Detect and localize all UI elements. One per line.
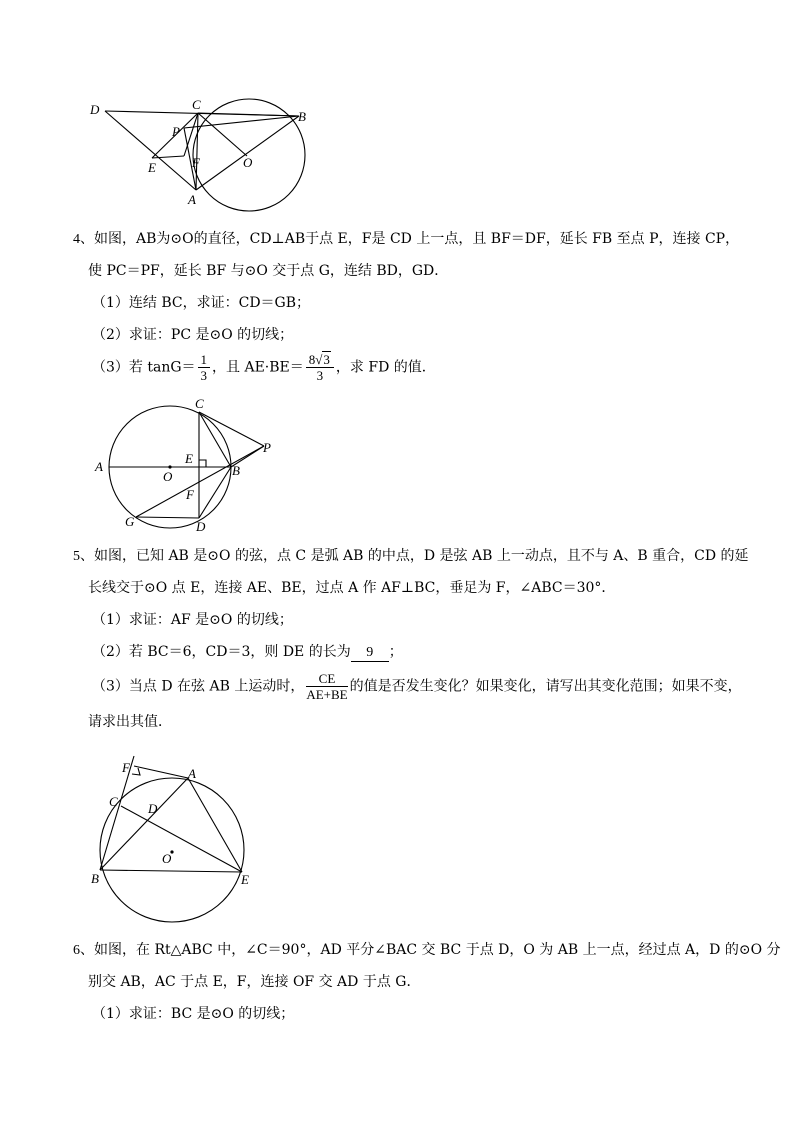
label-e: E: [241, 872, 249, 887]
q4-line1: [73, 229, 739, 250]
q5-sub3-post: 的值是否发生变化？如果变化，请写出其变化范围；如果不变，: [349, 678, 742, 695]
label-a: A: [188, 192, 196, 207]
figure-3: [88, 750, 258, 930]
q5-line1: [73, 546, 749, 567]
label-c: C: [195, 396, 204, 411]
label-b: B: [298, 109, 306, 124]
q6-number: 6、: [73, 943, 94, 958]
q5-sub1: （1）求证：AF 是⊙O 的切线；: [92, 612, 293, 628]
label-c: C: [192, 97, 201, 112]
label-b: B: [232, 463, 240, 478]
label-a: A: [95, 459, 103, 474]
label-b: B: [91, 871, 99, 886]
label-e: E: [148, 160, 156, 175]
label-a: A: [188, 766, 196, 781]
label-g: G: [125, 514, 135, 529]
fraction-ce-over-ae-be: $\frac{CE}{AE+BE}$: [306, 671, 348, 702]
label-p: P: [172, 124, 180, 139]
q6-line2: 别交 AB，AC 于点 E，F，连接 OF 交 AD 于点 G．: [88, 974, 421, 990]
figure-2: [90, 395, 290, 535]
q5-sub2-post: ；: [388, 644, 403, 660]
q6-text1: 如图，在 Rt△ABC 中，∠C＝90°，AD 平分∠BAC 交 BC 于点 D，O 为 AB 上一点，经过点 A，D 的⊙O 分: [94, 942, 781, 958]
label-d: D: [148, 801, 158, 816]
label-e: E: [185, 451, 193, 466]
label-f: F: [186, 487, 194, 502]
circle-o: [100, 778, 244, 922]
fraction-one-third: $\frac{1}{3}$: [198, 352, 211, 383]
q4-sub3: [92, 352, 436, 383]
geometry-figure-2: [90, 395, 290, 535]
q4-sub1: （1）连结 BC，求证：CD＝GB；: [92, 295, 311, 311]
q5-sub3: [92, 671, 742, 702]
q5-sub3-line2: 请求出其值．: [88, 714, 172, 730]
q4-line2: 使 PC＝PF，延长 BF 与⊙O 交于点 G，连结 BD，GD．: [88, 263, 449, 279]
q4-number: 4、: [73, 232, 94, 247]
q5-sub2-pre: （2）若 BC＝6，CD＝3，则 DE 的长为: [92, 644, 351, 660]
label-c: C: [109, 794, 118, 809]
q4-sub3-mid: ，且 AE·BE＝: [212, 359, 304, 376]
label-d: D: [90, 102, 100, 117]
q5-text1: 如图，已知 AB 是⊙O 的弦，点 C 是弧 AB 的中点，D 是弦 AB 上一动点，且不与 A、B 重合，CD 的延: [94, 548, 749, 564]
label-d: D: [196, 519, 206, 534]
label-o: O: [163, 469, 173, 484]
q5-line2: 长线交于⊙O 点 E，连接 AE、BE，过点 A 作 AF⊥BC，垂足为 F，∠ABC＝30°．: [88, 580, 616, 596]
q4-text1: 如图，AB为⊙O的直径，CD⊥AB于点 E，F是 CD 上一点，且 BF＝DF，延长 FB 至点 P，连接 CP，: [94, 231, 740, 247]
label-f: F: [122, 760, 130, 775]
q6-line1: [73, 940, 781, 961]
q4-sub3-post: ，求 FD 的值．: [335, 359, 436, 376]
label-f: F: [192, 155, 200, 170]
q4-sub2: （2）求证：PC 是⊙O 的切线；: [92, 327, 294, 343]
q5-answer-blank: 9: [351, 645, 389, 662]
geometry-figure-1: [80, 90, 320, 220]
geometry-figure-3: [88, 750, 258, 930]
q4-sub3-pre: （3）若 tanG＝: [92, 359, 196, 376]
q5-number: 5、: [73, 549, 94, 564]
fraction-eight-root-three: $\frac{8√3}{3}$: [306, 352, 334, 383]
q6-sub1: （1）求证：BC 是⊙O 的切线；: [92, 1006, 295, 1022]
label-p: P: [263, 440, 271, 455]
label-o: O: [243, 155, 253, 170]
q5-sub2: [92, 642, 403, 662]
figure-1: [80, 90, 320, 220]
q5-sub3-pre: （3）当点 D 在弦 AB 上运动时，: [92, 678, 305, 695]
label-o: O: [162, 851, 172, 866]
